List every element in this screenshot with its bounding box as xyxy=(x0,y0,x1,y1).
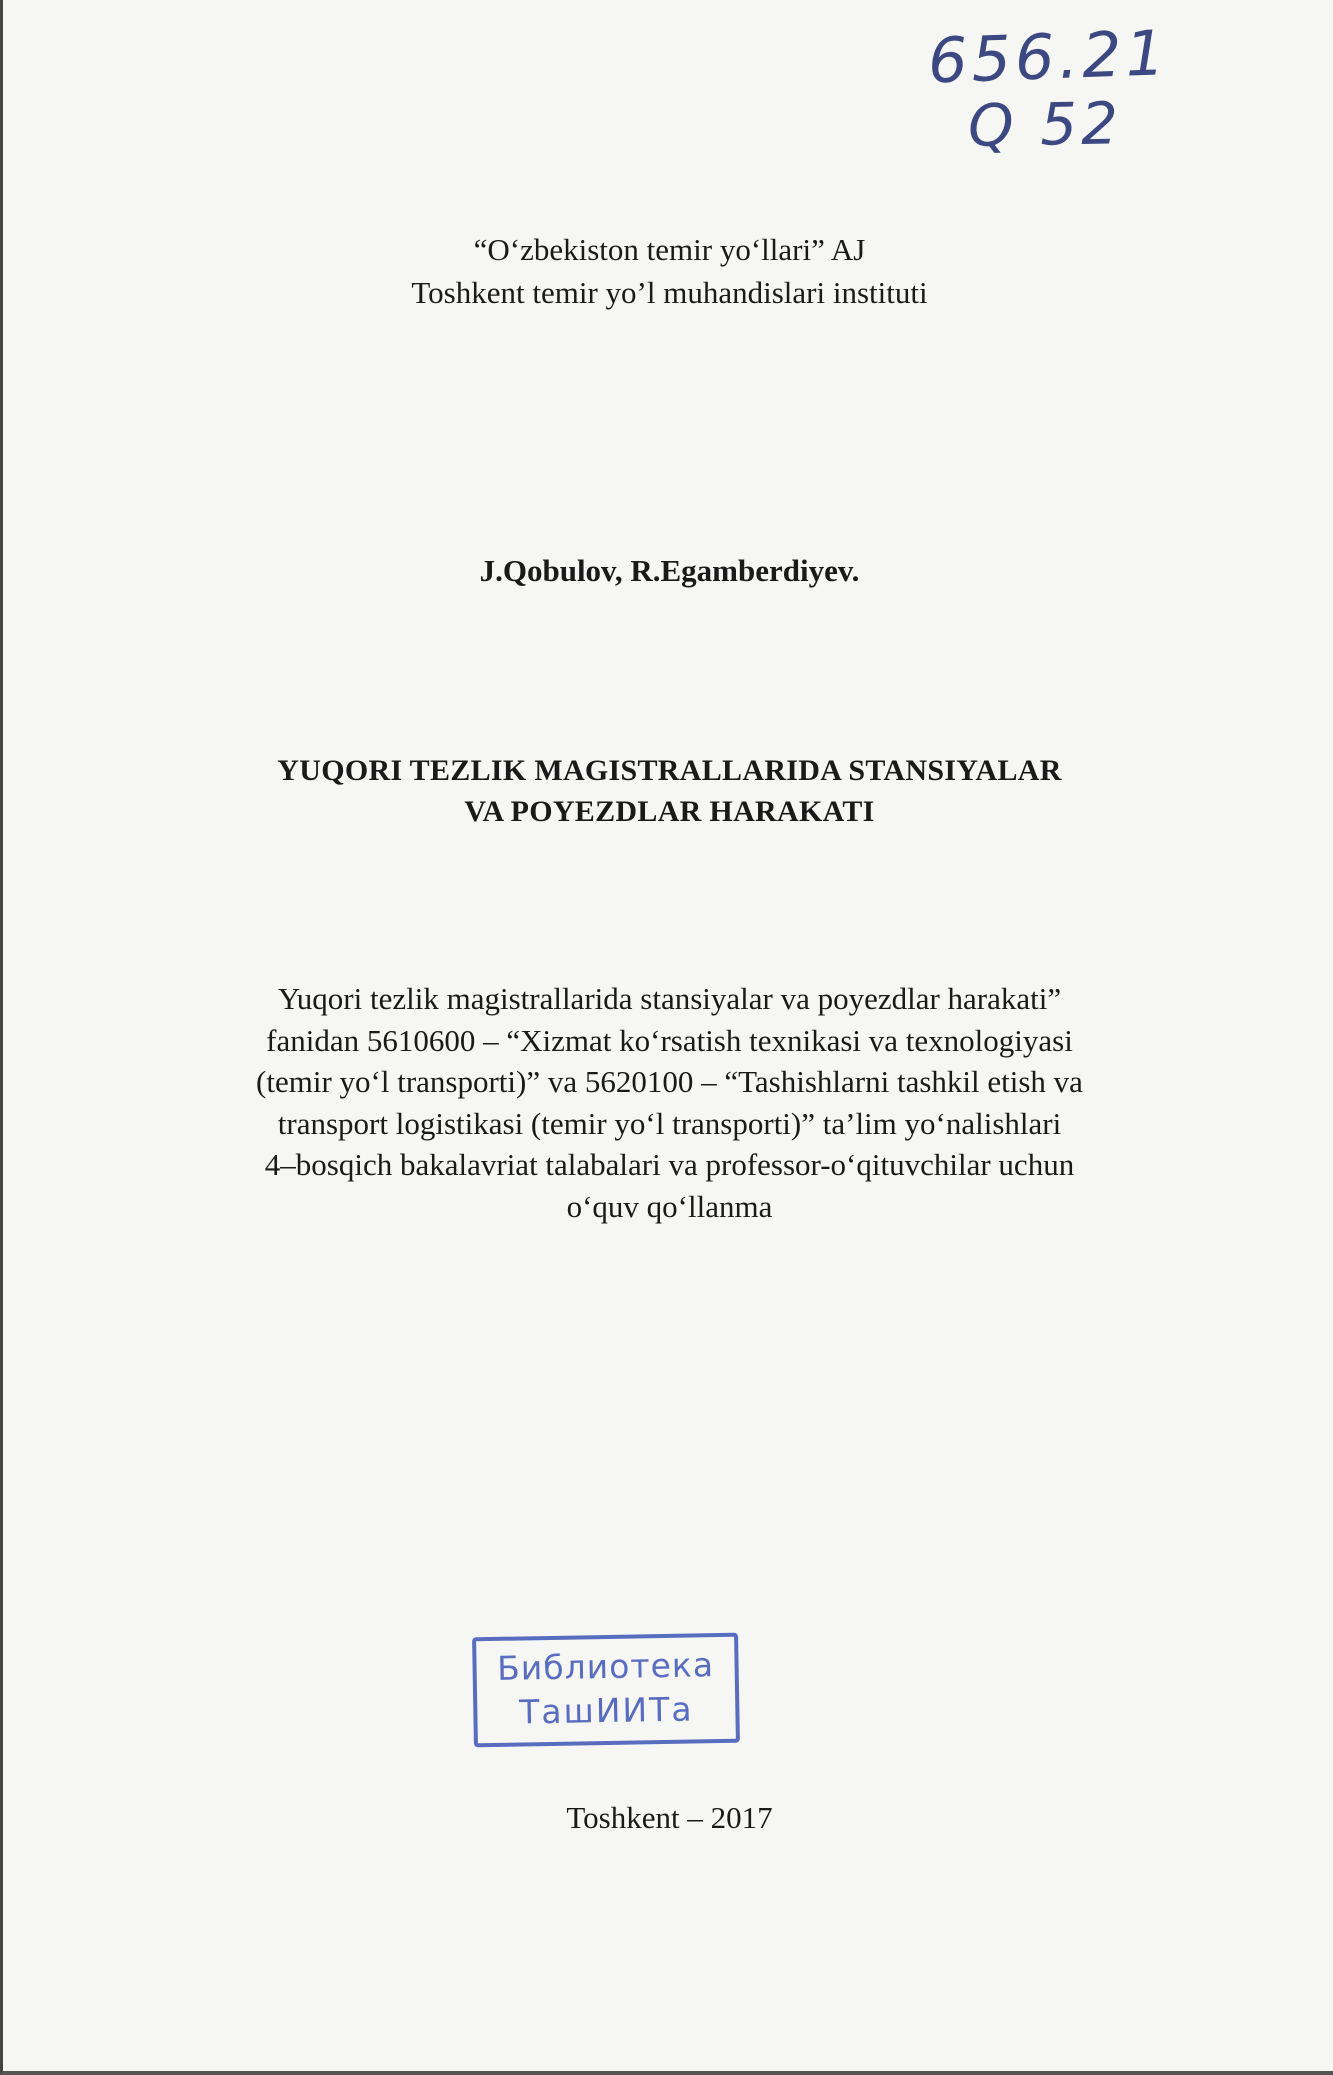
description-line: o‘quv qo‘llanma xyxy=(566,1188,773,1224)
description-line: (temir yo‘l transporti)” va 5620100 – “Tashishlarni tashkil etish va xyxy=(256,1064,1083,1099)
stamp-line-1: Библиотека xyxy=(496,1645,715,1688)
library-stamp xyxy=(472,1633,740,1748)
call-number-line-2: Q 52 xyxy=(967,89,1123,160)
book-title-line-1: YUQORI TEZLIK MAGISTRALLARIDA STANSIYALAR xyxy=(277,754,1062,787)
description-line: 4–bosqich bakalavriat talabalari va professor-o‘qituvchilar uchun xyxy=(264,1147,1075,1182)
book-title-line-2: VA POYEZDLAR HARAKATI xyxy=(464,795,875,828)
call-number-line-1: 656.21 xyxy=(926,16,1171,98)
institute-name: Toshkent temir yo’l muhandislari instituti xyxy=(411,275,928,310)
authors: J.Qobulov, R.Egamberdiyev. xyxy=(479,553,860,588)
handwritten-call-number xyxy=(926,16,1188,160)
description-line: Yuqori tezlik magistrallarida stansiyalar va poyezdlar harakati” xyxy=(277,981,1062,1016)
book-title xyxy=(3,750,1333,832)
stamp-line-2: ТашИИТа xyxy=(518,1689,694,1732)
city-year: Toshkent – 2017 xyxy=(566,1800,773,1835)
description-line: transport logistikasi (temir yo‘l transporti)” ta’lim yo‘nalishlari xyxy=(277,1105,1062,1141)
institution-header xyxy=(3,228,1333,314)
description-line: fanidan 5610600 – “Xizmat ko‘rsatish texnikasi va texnologiyasi xyxy=(266,1022,1073,1058)
book-description xyxy=(143,978,1196,1227)
organization-name: “O‘zbekiston temir yo‘llari” AJ xyxy=(473,232,866,267)
